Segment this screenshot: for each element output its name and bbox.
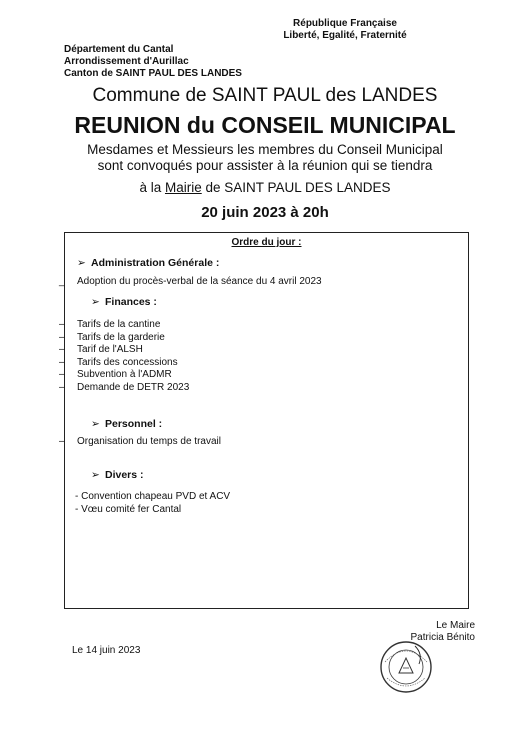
meeting-date: 20 juin 2023 à 20h [201, 204, 329, 221]
list-item [59, 344, 189, 357]
republic-line-2: Liberté, Egalité, Fraternité [283, 30, 407, 41]
item-text: Tarifs de la cantine [77, 319, 161, 330]
signatory-name: Patricia Bénito [410, 632, 475, 643]
section-title: Administration Générale : [91, 257, 220, 269]
administrative-header [64, 44, 242, 80]
place-mairie: Mairie [164, 180, 202, 195]
dash-bullet: – [59, 436, 65, 447]
signature-date: Le 14 juin 2023 [72, 645, 141, 656]
dash-bullet: _ [59, 276, 65, 287]
section-finances [91, 296, 157, 308]
arrow-bullet-icon: ➢ [91, 418, 100, 430]
item-text: Tarifs de la garderie [77, 331, 165, 343]
item-text: Organisation du temps de travail [77, 436, 221, 447]
list-item [59, 357, 189, 370]
section-title: Personnel : [105, 418, 163, 430]
dash-bullet: – [59, 381, 65, 393]
finances-list [59, 319, 189, 394]
item-text: Tarif de l'ALSH [77, 344, 143, 355]
item-text: Subvention à l'ADMR [77, 369, 172, 380]
convocation-text [0, 142, 530, 174]
item-text: Tarifs des concessions [77, 356, 178, 368]
arrow-bullet-icon: ➢ [91, 296, 100, 308]
canton-line: Canton de SAINT PAUL DES LANDES [64, 68, 242, 79]
place-suffix: de SAINT PAUL DES LANDES [201, 180, 391, 195]
dash-bullet: – [59, 344, 65, 355]
signatory-role: Le Maire [436, 620, 475, 631]
republic-line-1: République Française [293, 18, 397, 29]
dash-bullet: – [59, 369, 65, 380]
commune-title: Commune de SAINT PAUL des LANDES [92, 85, 438, 106]
list-item [59, 369, 189, 382]
arrondissement-line: Arrondissement d'Aurillac [64, 56, 189, 67]
list-item: - Vœu comité fer Cantal [75, 503, 182, 515]
item-text: Demande de DETR 2023 [77, 381, 190, 393]
mairie-stamp-icon [379, 640, 433, 694]
arrow-bullet-icon: ➢ [77, 257, 86, 269]
section-title: Finances : [105, 296, 157, 308]
dash-bullet: – [59, 356, 65, 368]
divers-list [75, 491, 230, 516]
list-item [59, 319, 189, 332]
departement-line: Département du Cantal [64, 44, 174, 55]
dash-bullet: – [59, 319, 65, 330]
list-item [59, 436, 221, 449]
section-title: Divers : [105, 469, 144, 481]
dash-bullet: – [59, 331, 65, 343]
list-item [59, 382, 189, 395]
item-text: Adoption du procès-verbal de la séance du 4 avril 2023 [77, 276, 322, 287]
section-personnel [91, 418, 162, 430]
agenda-heading: Ordre du jour : [231, 237, 302, 248]
convocation-line-1: Mesdames et Messieurs les membres du Conseil Municipal [87, 142, 443, 157]
section-divers [91, 469, 144, 481]
republic-motto [0, 18, 530, 42]
place-prefix: à la [139, 180, 165, 195]
arrow-bullet-icon: ➢ [91, 469, 100, 481]
agenda-box [59, 232, 469, 609]
section-administration [77, 257, 219, 269]
list-item [59, 332, 189, 345]
convocation-line-2: sont convoqués pour assister à la réunion qui se tiendra [97, 158, 433, 173]
meeting-place [0, 180, 530, 195]
list-item: - Convention chapeau PVD et ACV [75, 491, 231, 502]
reunion-title: REUNION du CONSEIL MUNICIPAL [74, 112, 456, 138]
list-item [59, 276, 322, 289]
